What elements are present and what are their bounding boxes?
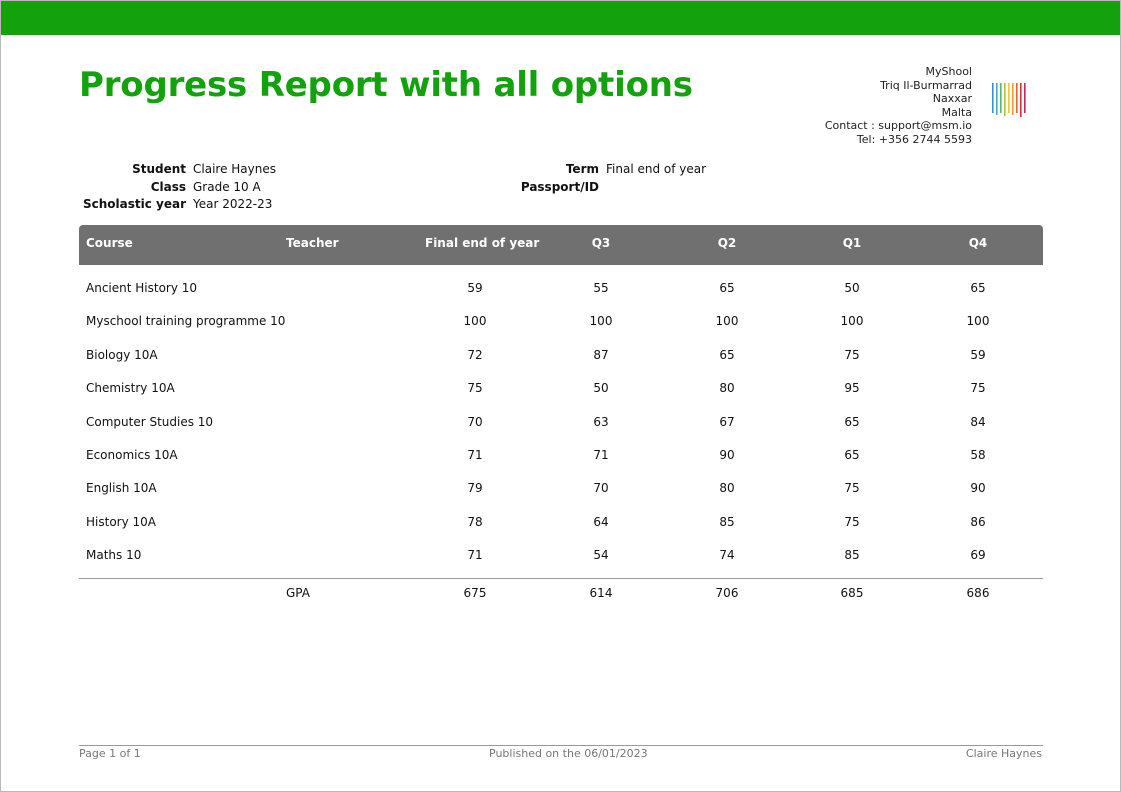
grade-q3: 100 <box>589 314 613 329</box>
school-contact: Contact : support@msm.io <box>824 119 972 132</box>
grade-q3: 54 <box>593 548 609 563</box>
table-row <box>79 406 1043 439</box>
grade-q3: 55 <box>593 281 609 295</box>
grade-q3: 63 <box>593 414 609 429</box>
grade-q4: 84 <box>970 414 986 429</box>
table-row <box>79 372 1043 405</box>
grade-final: 59 <box>467 281 483 295</box>
grade-final: 71 <box>467 548 483 563</box>
class-value: Grade 10 A <box>193 179 261 194</box>
header-q4: Q4 <box>968 236 988 250</box>
header-q1: Q1 <box>842 236 862 250</box>
course-name: Ancient History 10 <box>86 281 198 295</box>
grade-q1: 95 <box>844 381 860 396</box>
gpa-q3: 614 <box>589 585 613 600</box>
course-name: Myschool training programme 10 <box>86 314 286 329</box>
course-name: English 10A <box>86 481 157 496</box>
grade-q2: 74 <box>719 548 735 563</box>
gpa-q2: 706 <box>715 585 739 600</box>
grade-final: 75 <box>467 381 483 396</box>
page-title: Progress Report with all options <box>79 65 693 105</box>
passport-row <box>1 179 706 197</box>
gpa-q4: 686 <box>966 585 990 600</box>
term-value: Final end of year <box>606 162 707 176</box>
grade-q1: 65 <box>844 447 860 462</box>
footer-divider <box>79 745 1043 746</box>
header-q2: Q2 <box>717 236 737 250</box>
grade-q3: 50 <box>593 381 609 396</box>
table-row <box>79 472 1043 505</box>
grade-q1: 75 <box>844 481 860 496</box>
grade-q3: 71 <box>593 447 609 462</box>
grade-final: 72 <box>467 347 483 362</box>
passport-label: Passport/ID <box>520 179 599 194</box>
gpa-final: 675 <box>463 585 487 600</box>
grade-q4: 69 <box>970 548 986 563</box>
table-row <box>79 305 1043 338</box>
grade-final: 78 <box>467 514 483 529</box>
school-town: Naxxar <box>932 92 972 105</box>
grade-q4: 58 <box>970 447 986 462</box>
course-name: Computer Studies 10 <box>86 414 214 429</box>
grade-final: 79 <box>467 481 483 496</box>
grade-q1: 75 <box>844 347 860 362</box>
class-label: Class <box>150 179 186 194</box>
grade-q2: 80 <box>719 381 735 396</box>
grade-final: 100 <box>463 314 487 329</box>
grade-q2: 90 <box>719 447 735 462</box>
gpa-q1: 685 <box>840 585 864 600</box>
grade-q4: 100 <box>966 314 990 329</box>
grade-q3: 70 <box>593 481 609 496</box>
header-final: Final end of year <box>425 236 540 250</box>
course-name: Chemistry 10A <box>86 381 175 396</box>
grade-q2: 85 <box>719 514 735 529</box>
grade-q4: 59 <box>970 347 986 362</box>
course-name: Economics 10A <box>86 447 178 462</box>
table-body <box>79 265 1043 573</box>
school-street: Triq Il-Burmarrad <box>880 78 972 92</box>
grade-q1: 85 <box>844 548 860 563</box>
table-row <box>79 506 1043 539</box>
grade-q2: 80 <box>719 481 735 496</box>
header-course: Course <box>86 236 133 250</box>
grade-q4: 75 <box>970 381 986 396</box>
student-label: Student <box>132 162 186 176</box>
grade-q4: 86 <box>970 514 986 529</box>
school-name: MyShool <box>925 65 972 78</box>
grade-q1: 100 <box>840 314 864 329</box>
header-teacher: Teacher <box>286 236 339 250</box>
course-name: Biology 10A <box>86 347 158 362</box>
table-row <box>79 339 1043 372</box>
footer-page-number: Page 1 of 1 <box>79 747 141 760</box>
student-value: Claire Haynes <box>193 162 276 176</box>
school-logo-icon <box>989 79 1029 119</box>
grade-q4: 90 <box>970 481 986 496</box>
scholastic-year-value: Year 2022-23 <box>193 197 273 211</box>
grade-q1: 50 <box>844 281 860 295</box>
gpa-row <box>79 579 1043 605</box>
grade-q1: 65 <box>844 414 860 429</box>
grade-q4: 65 <box>970 281 986 295</box>
grade-q3: 87 <box>593 347 609 362</box>
table-header <box>79 225 1043 265</box>
table-row <box>79 439 1043 472</box>
course-name: History 10A <box>86 514 156 529</box>
grade-final: 70 <box>467 414 483 429</box>
scholastic-year-row <box>1 196 276 214</box>
top-brand-bar <box>1 1 1120 35</box>
school-address <box>825 65 972 146</box>
footer-published-date: Published on the 06/01/2023 <box>489 747 648 760</box>
table-row <box>79 539 1043 572</box>
grade-final: 71 <box>467 447 483 462</box>
grade-q2: 67 <box>719 414 735 429</box>
grade-q2: 100 <box>715 314 739 329</box>
course-name: Maths 10 <box>86 548 142 563</box>
school-tel: Tel: +356 2744 5593 <box>856 132 972 146</box>
term-row <box>1 161 706 179</box>
term-label: Term <box>565 162 599 176</box>
grade-q2: 65 <box>719 347 735 362</box>
footer-student-name: Claire Haynes <box>965 747 1042 760</box>
table-row <box>79 272 1043 305</box>
grades-table <box>79 225 1043 605</box>
grade-q3: 64 <box>593 514 609 529</box>
school-country: Malta <box>941 105 972 119</box>
grade-q2: 65 <box>719 281 735 295</box>
student-info-right <box>1 161 706 196</box>
grade-q1: 75 <box>844 514 860 529</box>
header-q3: Q3 <box>591 236 611 250</box>
gpa-label: GPA <box>286 585 310 600</box>
scholastic-year-label: Scholastic year <box>82 197 186 211</box>
